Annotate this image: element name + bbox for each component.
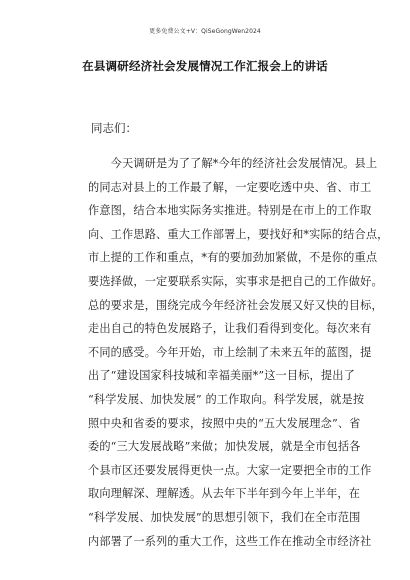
body-text-line: 个县市区还要发展得更快一点。大家一定要把全市的工作 [88,463,372,477]
body-text-line: “科学发展、加快发展”的思想引领下，我们在全市范围 [88,510,361,524]
body-text-line: 委的“三大发展战略”来做；加快发展，就是全市包括各 [88,440,361,454]
body-text-line: 取向理解深、理解透。从去年下半年到今年上半年，在 [88,487,361,501]
body-text-line: 不同的感受。今年开始，市上绘制了未来五年的蓝图，提 [88,345,372,359]
header-note: 更多免费公文+V：QiSeGongWen2024 [149,28,261,35]
page-title: 在县调研经济社会发展情况工作汇报会上的讲话 [82,59,328,73]
body-text-line: “科学发展、加快发展” 的工作取向。科学发展，就是按 [88,392,365,406]
body-text-line: 今天调研是为了了解*今年的经济社会发展情况。县上 [88,157,378,170]
body-text-line: 总的要求是，围绕完成今年经济社会发展又好又快的目标， [88,298,383,312]
salutation: 同志们： [91,121,137,135]
body-text-line: 的同志对县上的工作最了解，一定要吃透中央、省、市工 [88,180,372,194]
body-text-line: 向、工作思路、重大工作部署上，要找好和*实际的结合点， [88,227,389,241]
body-text-line: 市上提的工作和重点，*有的要加劲加紧做，不是你的重点 [88,251,378,265]
body-text-line: 出了“建设国家科技城和幸福美丽*”这一目标，提出了 [88,369,355,383]
body-text-line: 内部署了一系列的重大工作，这些工作在推动全市经济社 [88,534,372,548]
body-text-line: 照中央和省委的要求，按照中央的“五大发展理念”、省 [88,416,361,430]
body-text-line: 作意图，结合本地实际务实推进。特别是在市上的工作取 [88,204,372,218]
speech-body [88,152,389,553]
body-text-line: 走出自己的特色发展路子，让我们看得到变化。每次来有 [88,322,372,336]
body-text-line: 要选择做，一定要联系实际，实事求是把自己的工作做好。 [88,274,383,288]
